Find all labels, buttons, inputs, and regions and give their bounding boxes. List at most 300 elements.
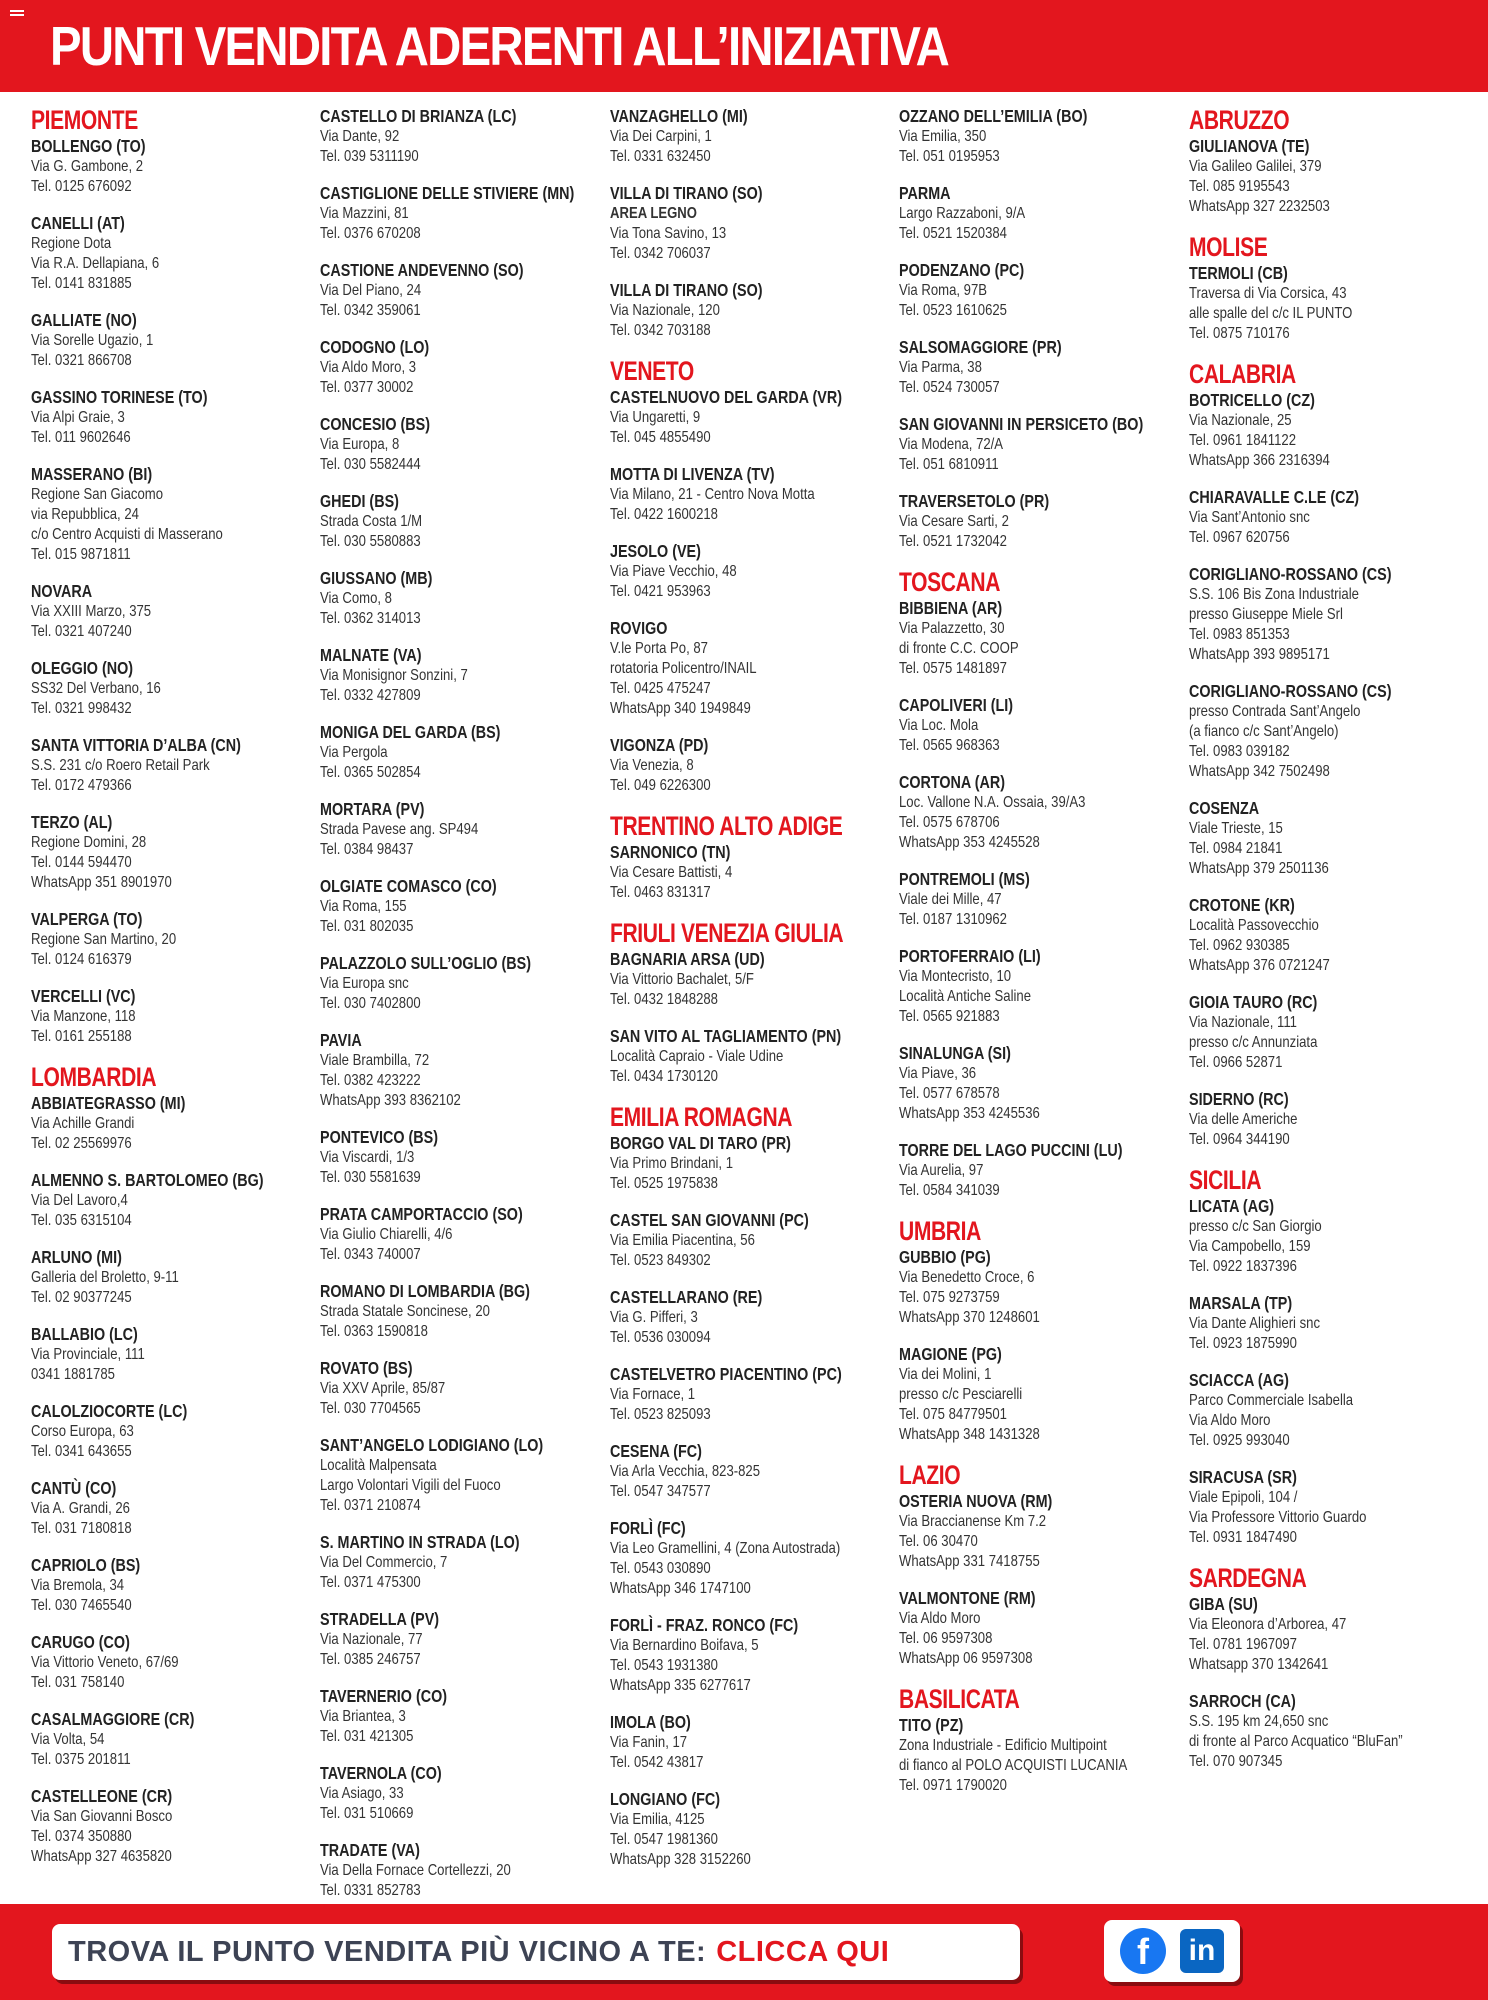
store-detail-line: Tel. 031 421305 xyxy=(320,1728,414,1745)
store-detail-line: Via Palazzetto, 30 xyxy=(899,620,1005,637)
store-entry xyxy=(320,1609,630,1670)
store-detail-line: c/o Centro Acquisti di Masserano xyxy=(31,526,223,543)
store-entry xyxy=(320,1435,630,1516)
store-detail-line: Via Venezia, 8 xyxy=(610,757,694,774)
store-detail-line: Viale Epipoli, 104 / xyxy=(1189,1489,1298,1506)
region-heading: BASILICATA xyxy=(899,1684,1020,1714)
page-title: PUNTI VENDITA ADERENTI ALL’INIZIATIVA xyxy=(50,15,949,77)
store-detail-line: Via Vittorio Veneto, 67/69 xyxy=(31,1654,179,1671)
store-name: LONGIANO (FC) xyxy=(610,1789,721,1809)
store-detail-line: Tel. 0375 201811 xyxy=(31,1751,131,1768)
store-entry xyxy=(31,1170,315,1231)
region-heading: ABRUZZO xyxy=(1189,105,1290,135)
store-detail-line: Via Aldo Moro xyxy=(899,1610,981,1627)
store-name: CAPRIOLO (BS) xyxy=(31,1555,141,1575)
store-entry xyxy=(610,618,909,719)
store-name: TORRE DEL LAGO PUCCINI (LU) xyxy=(899,1140,1123,1160)
store-entry xyxy=(610,1615,909,1696)
store-detail-line: presso c/c Annunziata xyxy=(1189,1034,1318,1051)
page-header xyxy=(0,0,1488,92)
store-detail-line: Tel. 0321 998432 xyxy=(31,700,132,717)
store-name: SAN VITO AL TAGLIAMENTO (PN) xyxy=(610,1026,842,1046)
store-detail-line: Tel. 0144 594470 xyxy=(31,854,132,871)
store-detail-line: Via Sorelle Ugazio, 1 xyxy=(31,332,154,349)
store-entry xyxy=(320,1532,630,1593)
store-name: S. MARTINO IN STRADA (LO) xyxy=(320,1532,520,1552)
store-entry xyxy=(899,598,1197,679)
store-detail-line: Viale dei Mille, 47 xyxy=(899,891,1002,908)
store-name: NOVARA xyxy=(31,581,93,601)
store-entry xyxy=(31,1709,315,1770)
region-heading: UMBRIA xyxy=(899,1216,981,1246)
store-name: ALMENNO S. BARTOLOMEO (BG) xyxy=(31,1170,264,1190)
store-detail-line: Tel. 0575 1481897 xyxy=(899,660,1007,677)
store-name: BORGO VAL DI TARO (PR) xyxy=(610,1133,791,1153)
store-detail-line: WhatsApp 376 0721247 xyxy=(1189,957,1330,974)
store-entry xyxy=(610,387,909,448)
store-entry xyxy=(31,1478,315,1539)
store-entry xyxy=(610,1133,909,1194)
store-detail-line: WhatsApp 335 6277617 xyxy=(610,1677,751,1694)
store-detail-line: Tel. 0542 43817 xyxy=(610,1754,704,1771)
store-detail-line: Regione San Giacomo xyxy=(31,486,164,503)
store-name: PONTEVICO (BS) xyxy=(320,1127,439,1147)
store-name: PRATA CAMPORTACCIO (SO) xyxy=(320,1204,523,1224)
store-detail-line: Tel. 0984 21841 xyxy=(1189,840,1283,857)
store-detail-line: Tel. 0371 210874 xyxy=(320,1497,421,1514)
store-detail-line: Via XXIII Marzo, 375 xyxy=(31,603,152,620)
store-entry xyxy=(320,1763,630,1824)
store-name: GIOIA TAURO (RC) xyxy=(1189,992,1318,1012)
store-detail-line: Via G. Gambone, 2 xyxy=(31,158,144,175)
store-detail-line: S.S. 195 km 24,650 snc xyxy=(1189,1713,1329,1730)
store-name: ABBIATEGRASSO (MI) xyxy=(31,1093,186,1113)
store-name: TRAVERSETOLO (PR) xyxy=(899,491,1050,511)
store-entry xyxy=(320,1127,630,1188)
store-detail-line: Tel. 0584 341039 xyxy=(899,1182,1000,1199)
store-entry xyxy=(320,491,630,552)
store-entry xyxy=(899,1043,1197,1124)
store-entry xyxy=(31,812,315,893)
store-entry xyxy=(31,735,315,796)
store-name: MALNATE (VA) xyxy=(320,645,422,665)
store-name: BIBBIENA (AR) xyxy=(899,598,1003,618)
store-entry xyxy=(899,1588,1197,1669)
store-detail-line: Via Bremola, 34 xyxy=(31,1577,125,1594)
store-detail-line: Tel. 0343 740007 xyxy=(320,1246,421,1263)
store-name: PALAZZOLO SULL’OGLIO (BS) xyxy=(320,953,531,973)
store-detail-line: Via G. Pifferi, 3 xyxy=(610,1309,698,1326)
store-detail-line: Tel. 085 9195543 xyxy=(1189,178,1290,195)
store-detail-line: Via Aurelia, 97 xyxy=(899,1162,984,1179)
store-detail-line: Via Della Fornace Cortellezzi, 20 xyxy=(320,1862,511,1879)
store-detail-line: Via Cesare Battisti, 4 xyxy=(610,864,733,881)
region-heading: CALABRIA xyxy=(1189,359,1296,389)
store-detail-line: Tel. 0925 993040 xyxy=(1189,1432,1290,1449)
store-detail-line: Via Loc. Mola xyxy=(899,717,979,734)
store-detail-line: Tel. 0565 921883 xyxy=(899,1008,1000,1025)
store-entry xyxy=(31,136,315,197)
cta-link[interactable]: CLICCA QUI xyxy=(716,1935,890,1968)
store-entry xyxy=(610,1210,909,1271)
store-name: PARMA xyxy=(899,183,951,203)
store-detail-line: Via Piave Vecchio, 48 xyxy=(610,563,737,580)
store-detail-line: WhatsApp 327 2232503 xyxy=(1189,198,1330,215)
store-name: CROTONE (KR) xyxy=(1189,895,1295,915)
store-detail-line: Largo Razzaboni, 9/A xyxy=(899,205,1026,222)
store-entry xyxy=(610,1364,909,1425)
store-detail-line: S.S. 231 c/o Roero Retail Park xyxy=(31,757,210,774)
store-name: TAVERNOLA (CO) xyxy=(320,1763,442,1783)
store-name: PODENZANO (PC) xyxy=(899,260,1025,280)
store-detail-line: Tel. 015 9871811 xyxy=(31,546,131,563)
store-detail-line: Tel. 031 510669 xyxy=(320,1805,414,1822)
store-detail-line: WhatsApp 06 9597308 xyxy=(899,1650,1033,1667)
store-entry xyxy=(610,541,909,602)
store-entry xyxy=(1189,1691,1450,1772)
store-detail-line: Via Mazzini, 81 xyxy=(320,205,409,222)
store-name: BOTRICELLO (CZ) xyxy=(1189,390,1315,410)
store-detail-line: Tel. 0331 852783 xyxy=(320,1882,421,1899)
store-detail-line: Via Asiago, 33 xyxy=(320,1785,404,1802)
store-name: GIULIANOVA (TE) xyxy=(1189,136,1310,156)
store-detail-line: Via San Giovanni Bosco xyxy=(31,1808,173,1825)
store-entry xyxy=(320,1030,630,1111)
store-detail-line: Tel. 0875 710176 xyxy=(1189,325,1290,342)
store-detail-line: Tel. 0922 1837396 xyxy=(1189,1258,1297,1275)
store-detail-line: Tel. 011 9602646 xyxy=(31,429,131,446)
store-detail-line: Tel. 0376 670208 xyxy=(320,225,421,242)
store-detail-line: Tel. 075 84779501 xyxy=(899,1406,1007,1423)
store-detail-line: Tel. 031 802035 xyxy=(320,918,414,935)
region-heading: LAZIO xyxy=(899,1460,961,1490)
store-detail-line: Via Braccianense Km 7.2 xyxy=(899,1513,1047,1530)
store-name: CASALMAGGIORE (CR) xyxy=(31,1709,195,1729)
store-detail-line: Via Alpi Graie, 3 xyxy=(31,409,125,426)
store-name: IMOLA (BO) xyxy=(610,1712,691,1732)
store-entry xyxy=(899,1344,1197,1445)
store-name: PONTREMOLI (MS) xyxy=(899,869,1030,889)
store-detail-line: Tel. 049 6226300 xyxy=(610,777,711,794)
store-detail-line: Tel. 0187 1310962 xyxy=(899,911,1007,928)
store-detail-line: Via Dante Alighieri snc xyxy=(1189,1315,1321,1332)
store-detail-line: Via Modena, 72/A xyxy=(899,436,1004,453)
store-detail-line: Zona Industriale - Edificio Multipoint xyxy=(899,1737,1107,1754)
store-detail-line: Via XXV Aprile, 85/87 xyxy=(320,1380,446,1397)
store-entry xyxy=(610,842,909,903)
store-detail-line: Tel. 02 90377245 xyxy=(31,1289,132,1306)
store-detail-line: Via Milano, 21 - Centro Nova Motta xyxy=(610,486,815,503)
store-detail-line: Tel. 0321 407240 xyxy=(31,623,132,640)
store-detail-line: Tel. 030 7402800 xyxy=(320,995,421,1012)
region-heading: VENETO xyxy=(610,356,694,386)
store-name: TAVERNERIO (CO) xyxy=(320,1686,448,1706)
store-name: COSENZA xyxy=(1189,798,1260,818)
store-name: CASTELLARANO (RE) xyxy=(610,1287,763,1307)
store-detail-line: Tel. 0161 255188 xyxy=(31,1028,132,1045)
store-detail-line: Tel. 0371 475300 xyxy=(320,1574,421,1591)
linkedin-icon[interactable]: in xyxy=(1180,1929,1224,1973)
store-entry xyxy=(320,568,630,629)
store-entry xyxy=(899,106,1197,167)
store-entry xyxy=(31,986,315,1047)
store-detail-line: AREA LEGNO xyxy=(610,205,697,222)
facebook-icon[interactable]: f xyxy=(1120,1928,1166,1974)
store-detail-line: WhatsApp 346 1747100 xyxy=(610,1580,751,1597)
store-name: OZZANO DELL’EMILIA (BO) xyxy=(899,106,1088,126)
store-name: GHEDI (BS) xyxy=(320,491,399,511)
store-detail-line: Tel. 0425 475247 xyxy=(610,680,711,697)
store-detail-line: Via Nazionale, 120 xyxy=(610,302,720,319)
store-detail-line: Regione San Martino, 20 xyxy=(31,931,177,948)
store-detail-line: WhatsApp 393 8362102 xyxy=(320,1092,461,1109)
store-detail-line: Via Del Commercio, 7 xyxy=(320,1554,448,1571)
store-entry xyxy=(1189,1196,1450,1277)
store-detail-line: Regione Dota xyxy=(31,235,112,252)
store-detail-line: Via Sant’Antonio snc xyxy=(1189,509,1310,526)
store-entry xyxy=(610,1026,909,1087)
store-name: TITO (PZ) xyxy=(899,1715,964,1735)
store-name: CESENA (FC) xyxy=(610,1441,702,1461)
store-detail-line: Via Parma, 38 xyxy=(899,359,982,376)
store-entry xyxy=(899,1247,1197,1328)
store-detail-line: Tel. 0983 039182 xyxy=(1189,743,1290,760)
store-entry xyxy=(320,414,630,475)
store-detail-line: WhatsApp 393 9895171 xyxy=(1189,646,1330,663)
store-detail-line: Tel. 0124 616379 xyxy=(31,951,132,968)
store-detail-line: Tel. 0125 676092 xyxy=(31,178,132,195)
store-name: MARSALA (TP) xyxy=(1189,1293,1293,1313)
store-name: CASTELLEONE (CR) xyxy=(31,1786,173,1806)
store-entry xyxy=(1189,992,1450,1073)
store-detail-line: WhatsApp 327 4635820 xyxy=(31,1848,172,1865)
store-name: CASTEL SAN GIOVANNI (PC) xyxy=(610,1210,809,1230)
store-detail-line: Via Tona Savino, 13 xyxy=(610,225,727,242)
store-entry xyxy=(610,1712,909,1773)
store-entry xyxy=(899,1715,1197,1796)
find-store-button[interactable] xyxy=(52,1924,1020,1980)
store-detail-line: WhatsApp 331 7418755 xyxy=(899,1553,1040,1570)
store-name: CONCESIO (BS) xyxy=(320,414,431,434)
store-name: PORTOFERRAIO (LI) xyxy=(899,946,1041,966)
store-detail-line: Tel. 0432 1848288 xyxy=(610,991,718,1008)
store-detail-line: Via A. Grandi, 26 xyxy=(31,1500,130,1517)
store-name: CODOGNO (LO) xyxy=(320,337,430,357)
store-entry xyxy=(610,949,909,1010)
store-detail-line: Tel. 0377 30002 xyxy=(320,379,414,396)
store-detail-line: Tel. 030 5581639 xyxy=(320,1169,421,1186)
store-name: BOLLENGO (TO) xyxy=(31,136,146,156)
store-detail-line: V.le Porta Po, 87 xyxy=(610,640,708,657)
store-entry xyxy=(320,876,630,937)
store-detail-line: Via Aldo Moro xyxy=(1189,1412,1271,1429)
store-detail-line: Via Primo Brindani, 1 xyxy=(610,1155,733,1172)
store-name: VALMONTONE (RM) xyxy=(899,1588,1036,1608)
store-name: SINALUNGA (SI) xyxy=(899,1043,1011,1063)
store-detail-line: Whatsapp 370 1342641 xyxy=(1189,1656,1329,1673)
store-detail-line: WhatsApp 328 3152260 xyxy=(610,1851,751,1868)
store-detail-line: Via Aldo Moro, 3 xyxy=(320,359,417,376)
store-name: GUBBIO (PG) xyxy=(899,1247,991,1267)
store-detail-line: Strada Pavese ang. SP494 xyxy=(320,821,479,838)
store-detail-line: (a fianco c/c Sant’Angelo) xyxy=(1189,723,1339,740)
store-name: CANELLI (AT) xyxy=(31,213,125,233)
store-entry xyxy=(610,735,909,796)
region-heading: MOLISE xyxy=(1189,232,1268,262)
store-name: LICATA (AG) xyxy=(1189,1196,1275,1216)
store-entry xyxy=(1189,564,1450,665)
store-detail-line: Via Como, 8 xyxy=(320,590,392,607)
store-detail-line: WhatsApp 379 2501136 xyxy=(1189,860,1329,877)
store-name: ROVIGO xyxy=(610,618,668,638)
store-name: FORLÌ (FC) xyxy=(610,1518,686,1538)
column-5 xyxy=(1189,106,1450,1788)
store-name: VALPERGA (TO) xyxy=(31,909,143,929)
store-detail-line: Via Briantea, 3 xyxy=(320,1708,406,1725)
store-detail-line: Tel. 0575 678706 xyxy=(899,814,1000,831)
store-detail-line: presso c/c San Giorgio xyxy=(1189,1218,1322,1235)
store-detail-line: 0341 1881785 xyxy=(31,1366,115,1383)
store-entry xyxy=(899,337,1197,398)
store-name: TERZO (AL) xyxy=(31,812,113,832)
store-detail-line: Via Bernardino Boifava, 5 xyxy=(610,1637,759,1654)
store-name: GIUSSANO (MB) xyxy=(320,568,433,588)
store-detail-line: Tel. 051 0195953 xyxy=(899,148,1000,165)
store-detail-line: Via Campobello, 159 xyxy=(1189,1238,1311,1255)
store-entry xyxy=(320,645,630,706)
store-detail-line: Tel. 0523 1610625 xyxy=(899,302,1007,319)
store-entry xyxy=(899,1140,1197,1201)
store-detail-line: Tel. 0363 1590818 xyxy=(320,1323,428,1340)
store-detail-line: Tel. 0971 1790020 xyxy=(899,1777,1007,1794)
store-detail-line: Via Nazionale, 77 xyxy=(320,1631,423,1648)
store-entry xyxy=(610,1789,909,1870)
store-detail-line: Via Roma, 97B xyxy=(899,282,988,299)
store-detail-line: Via Cesare Sarti, 2 xyxy=(899,513,1009,530)
store-detail-line: Viale Trieste, 15 xyxy=(1189,820,1283,837)
menu-icon[interactable] xyxy=(10,10,24,20)
store-detail-line: Via Ungaretti, 9 xyxy=(610,409,701,426)
store-detail-line: Via Nazionale, 25 xyxy=(1189,412,1292,429)
column-4 xyxy=(899,106,1197,1812)
store-name: SAN GIOVANNI IN PERSICETO (BO) xyxy=(899,414,1144,434)
store-entry xyxy=(320,260,630,321)
store-name: ARLUNO (MI) xyxy=(31,1247,122,1267)
store-entry xyxy=(899,869,1197,930)
store-detail-line: Via Giulio Chiarelli, 4/6 xyxy=(320,1226,453,1243)
store-name: MONIGA DEL GARDA (BS) xyxy=(320,722,501,742)
store-detail-line: Tel. 030 7704565 xyxy=(320,1400,421,1417)
store-entry xyxy=(320,722,630,783)
store-detail-line: Tel. 0341 643655 xyxy=(31,1443,132,1460)
store-detail-line: Via Benedetto Croce, 6 xyxy=(899,1269,1035,1286)
store-name: CASTELNUOVO DEL GARDA (VR) xyxy=(610,387,843,407)
store-detail-line: Tel. 0362 314013 xyxy=(320,610,421,627)
store-entry xyxy=(1189,390,1450,471)
store-entry xyxy=(31,909,315,970)
store-detail-line: Tel. 0321 866708 xyxy=(31,352,132,369)
store-detail-line: Via Viscardi, 1/3 xyxy=(320,1149,415,1166)
store-detail-line: di fianco al POLO ACQUISTI LUCANIA xyxy=(899,1757,1128,1774)
store-detail-line: Tel. 06 9597308 xyxy=(899,1630,993,1647)
store-detail-line: Località Passovecchio xyxy=(1189,917,1319,934)
region-heading: FRIULI VENEZIA GIULIA xyxy=(610,918,844,948)
store-detail-line: Via Provinciale, 111 xyxy=(31,1346,145,1363)
store-list xyxy=(0,92,1488,1904)
store-name: CARUGO (CO) xyxy=(31,1632,130,1652)
store-entry xyxy=(1189,1594,1450,1675)
store-detail-line: Tel. 0565 968363 xyxy=(899,737,1000,754)
store-detail-line: Via Arla Vecchia, 823-825 xyxy=(610,1463,761,1480)
store-entry xyxy=(320,1840,630,1901)
store-detail-line: Tel. 0172 479366 xyxy=(31,777,132,794)
store-detail-line: Tel. 0141 831885 xyxy=(31,275,132,292)
social-links xyxy=(1104,1920,1240,1982)
store-name: TRADATE (VA) xyxy=(320,1840,420,1860)
store-detail-line: Via Emilia, 4125 xyxy=(610,1811,705,1828)
store-name: MASSERANO (BI) xyxy=(31,464,153,484)
store-name: ROMANO DI LOMBARDIA (BG) xyxy=(320,1281,530,1301)
store-detail-line: Tel. 0342 359061 xyxy=(320,302,421,319)
store-name: SIDERNO (RC) xyxy=(1189,1089,1289,1109)
store-detail-line: Tel. 0525 1975838 xyxy=(610,1175,718,1192)
store-detail-line: Tel. 02 25569976 xyxy=(31,1135,132,1152)
store-detail-line: Via Montecristo, 10 xyxy=(899,968,1012,985)
store-entry xyxy=(31,1093,315,1154)
store-entry xyxy=(31,1401,315,1462)
column-1 xyxy=(31,106,315,1883)
store-name: CHIARAVALLE C.LE (CZ) xyxy=(1189,487,1360,507)
store-detail-line: Tel. 0781 1967097 xyxy=(1189,1636,1297,1653)
store-detail-line: presso Giuseppe Miele Srl xyxy=(1189,606,1343,623)
store-name: CASTIGLIONE DELLE STIVIERE (MN) xyxy=(320,183,575,203)
store-detail-line: Tel. 0463 831317 xyxy=(610,884,711,901)
store-detail-line: Via Del Lavoro,4 xyxy=(31,1192,128,1209)
store-detail-line: Via R.A. Dellapiana, 6 xyxy=(31,255,160,272)
store-detail-line: Tel. 0521 1520384 xyxy=(899,225,1007,242)
store-detail-line: Via Achille Grandi xyxy=(31,1115,135,1132)
store-entry xyxy=(1189,263,1450,344)
store-entry xyxy=(1189,1293,1450,1354)
store-detail-line: WhatsApp 340 1949849 xyxy=(610,700,751,717)
store-detail-line: Tel. 030 5580883 xyxy=(320,533,421,550)
store-entry xyxy=(899,491,1197,552)
store-detail-line: Tel. 0384 98437 xyxy=(320,841,414,858)
store-detail-line: WhatsApp 348 1431328 xyxy=(899,1426,1040,1443)
store-detail-line: Via Nazionale, 111 xyxy=(1189,1014,1297,1031)
store-detail-line: Viale Brambilla, 72 xyxy=(320,1052,430,1069)
store-name: MAGIONE (PG) xyxy=(899,1344,1002,1364)
store-detail-line: Tel. 0543 1931380 xyxy=(610,1657,718,1674)
store-detail-line: Via Galileo Galilei, 379 xyxy=(1189,158,1322,175)
store-entry xyxy=(899,772,1197,853)
store-detail-line: Tel. 031 7180818 xyxy=(31,1520,132,1537)
store-name: CAPOLIVERI (LI) xyxy=(899,695,1014,715)
store-detail-line: Strada Statale Soncinese, 20 xyxy=(320,1303,490,1320)
store-detail-line: Tel. 075 9273759 xyxy=(899,1289,1000,1306)
store-detail-line: Tel. 0434 1730120 xyxy=(610,1068,718,1085)
store-detail-line: Tel. 0931 1847490 xyxy=(1189,1529,1297,1546)
store-name: TERMOLI (CB) xyxy=(1189,263,1288,283)
store-entry xyxy=(320,183,630,244)
store-entry xyxy=(31,213,315,294)
store-entry xyxy=(31,464,315,565)
store-detail-line: Tel. 0577 678578 xyxy=(899,1085,1000,1102)
store-name: CORIGLIANO-ROSSANO (CS) xyxy=(1189,681,1392,701)
store-detail-line: Via Volta, 54 xyxy=(31,1731,105,1748)
store-entry xyxy=(1189,1370,1450,1451)
store-detail-line: Tel. 06 30470 xyxy=(899,1533,978,1550)
